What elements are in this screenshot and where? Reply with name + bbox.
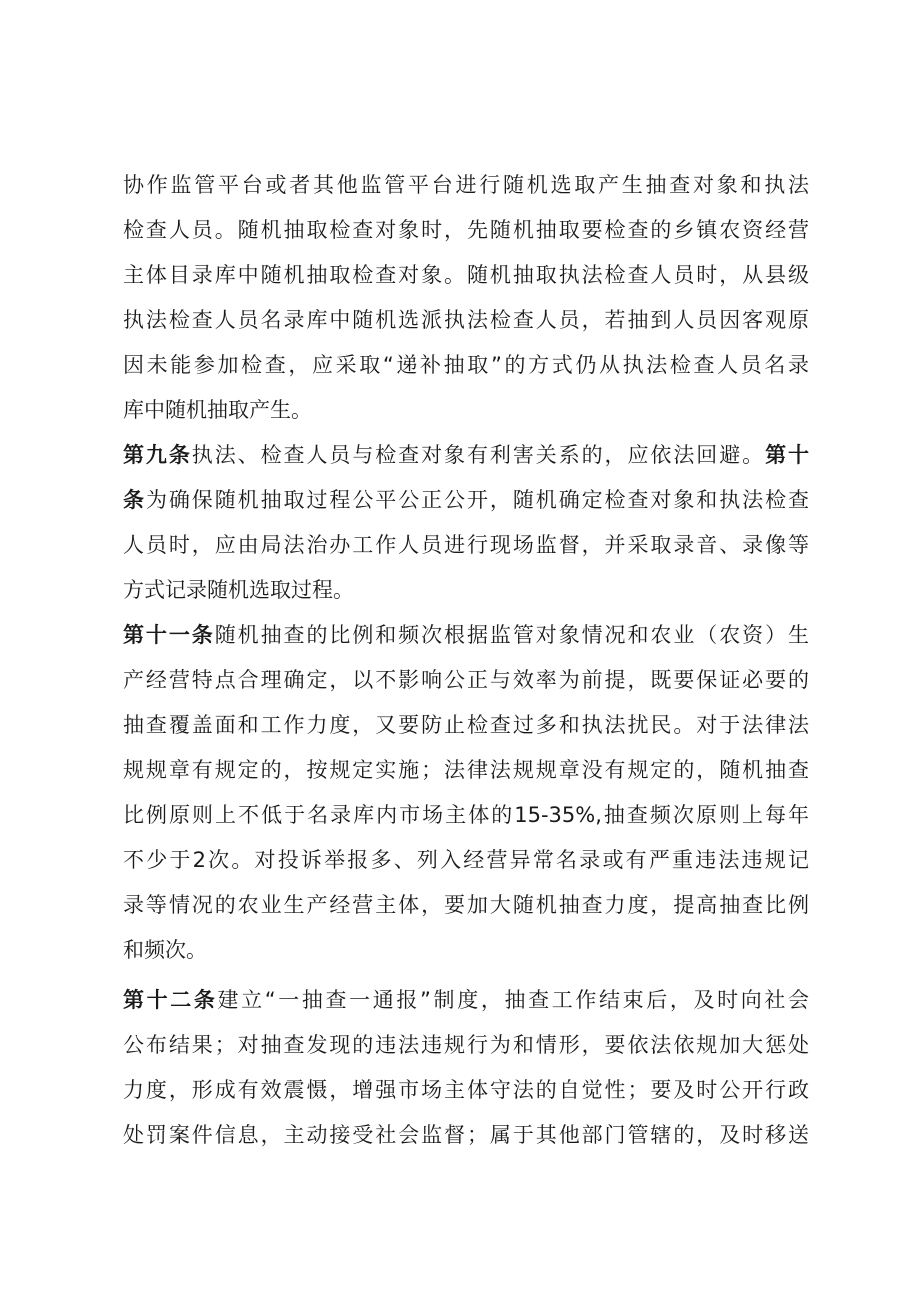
text-line — [123, 710, 809, 740]
text-line — [123, 170, 809, 200]
text-line — [123, 575, 354, 605]
line-text: 主体目录库中随机抽取检查对象。随机抽取执法检查人员时，从县级 — [123, 263, 809, 287]
line-text: 建立“一抽查一通报”制度，抽查工作结束后，及时向社会 — [217, 988, 809, 1012]
text-line — [123, 1075, 809, 1105]
text-line — [123, 305, 809, 335]
line-text: 协作监管平台或者其他监管平台进行随机选取产生抽查对象和执法 — [123, 173, 809, 197]
text-line — [123, 215, 809, 245]
text-line — [123, 890, 809, 920]
line-text: 规规章有规定的，按规定实施；法律法规规章没有规定的，随机抽查 — [123, 758, 809, 782]
line-text: 库中随机抽取产生。 — [123, 398, 312, 422]
line-text: 录等情况的农业生产经营主体，要加大随机抽查力度，提高抽查比例 — [123, 893, 809, 917]
article-heading: 第十二条 — [123, 988, 218, 1012]
text-line — [123, 1030, 809, 1060]
article-heading: 条 — [123, 488, 146, 512]
line-text: 检查人员。随机抽取检查对象时，先随机抽取要检查的乡镇农资经营 — [123, 218, 809, 242]
line-text: 公布结果；对抽查发现的违法违规行为和情形，要依法依规加大惩处 — [123, 1033, 809, 1057]
line-text: 人员时，应由局法治办工作人员进行现场监督，并采取录音、录像等 — [123, 533, 809, 557]
article-heading: 第十 — [765, 443, 810, 467]
text-line — [123, 1120, 809, 1150]
text-line — [123, 485, 809, 515]
text-line — [123, 800, 809, 830]
line-text: 和频次。 — [123, 938, 207, 962]
article-heading: 第九条 — [123, 443, 192, 467]
text-line — [123, 665, 809, 695]
text-line — [123, 620, 809, 650]
text-line — [123, 530, 809, 560]
line-text: 抽查覆盖面和工作力度，又要防止检查过多和执法扰民。对于法律法 — [123, 713, 809, 737]
line-text: 随机抽查的比例和频次根据监管对象情况和农业（农资）生 — [214, 623, 810, 647]
line-text: 因未能参加检查，应采取“递补抽取”的方式仍从执法检查人员名录 — [123, 353, 809, 377]
text-line — [123, 985, 809, 1015]
text-line — [123, 260, 809, 290]
text-line — [123, 935, 207, 965]
line-text: 不少于2次。对投诉举报多、列入经营异常名录或有严重违法违规记 — [123, 848, 809, 872]
text-line — [123, 845, 809, 875]
line-text: 处罚案件信息，主动接受社会监督；属于其他部门管辖的，及时移送 — [123, 1123, 809, 1147]
line-text: 力度，形成有效震慑，增强市场主体守法的自觉性；要及时公开行政 — [123, 1078, 809, 1102]
text-line — [123, 395, 312, 425]
line-text: 执法、检查人员与检查对象有利害关系的，应依法回避。 — [191, 443, 766, 467]
text-line — [123, 350, 809, 380]
article-heading: 第十一条 — [123, 623, 215, 647]
line-text: 方式记录随机选取过程。 — [123, 578, 354, 602]
text-line — [123, 755, 809, 785]
line-text: 比例原则上不低于名录库内市场主体的15-35%,抽查频次原则上每年 — [123, 803, 809, 827]
text-line — [123, 440, 809, 470]
line-text: 为确保随机抽取过程公平公正公开，随机确定检查对象和执法检查 — [145, 488, 810, 512]
line-text: 执法检查人员名录库中随机选派执法检查人员，若抽到人员因客观原 — [123, 308, 809, 332]
line-text: 产经营特点合理确定，以不影响公正与效率为前提，既要保证必要的 — [123, 668, 809, 692]
